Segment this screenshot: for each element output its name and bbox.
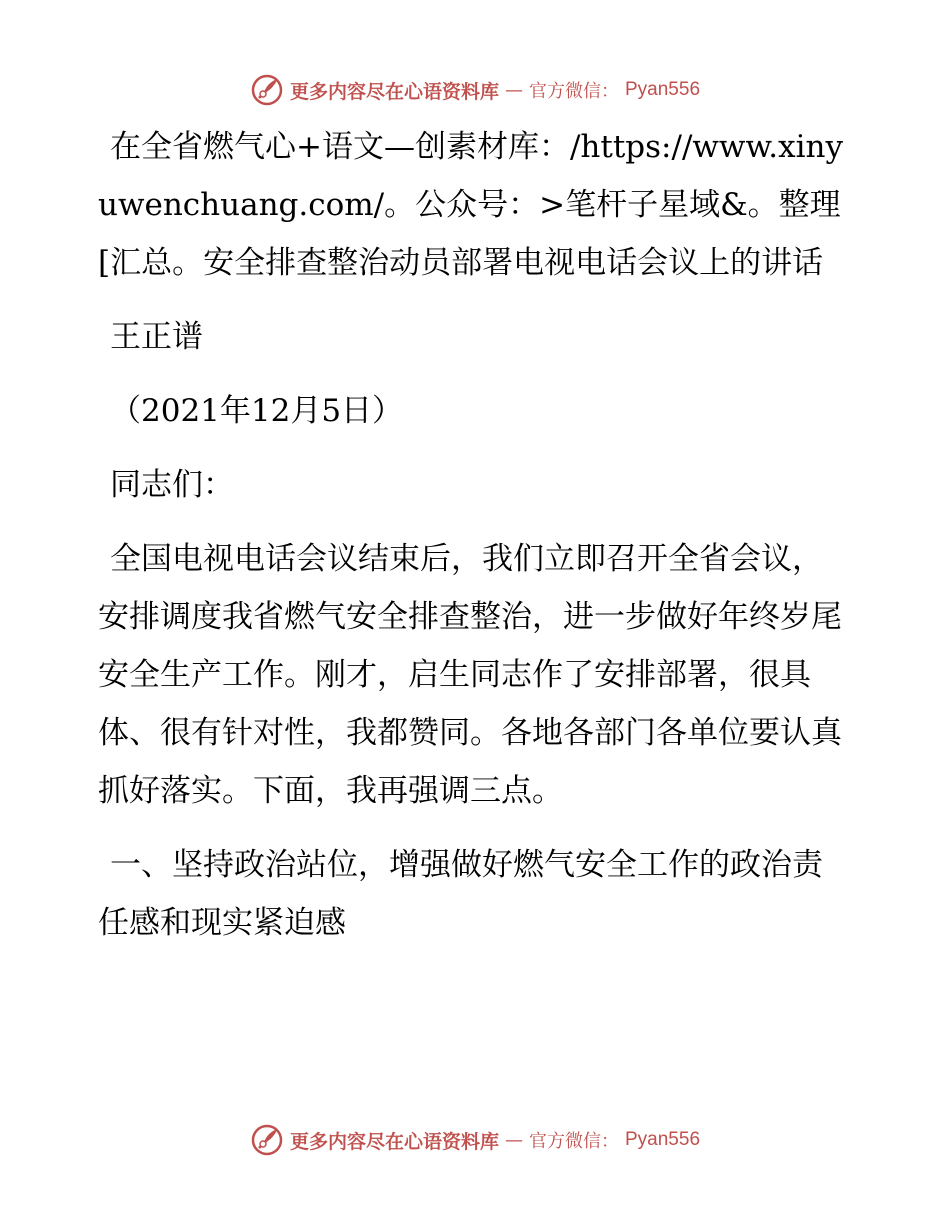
- feather-logo-icon: [250, 73, 284, 107]
- bottom-watermark-banner: [0, 1120, 950, 1160]
- watermark-wechat-id: Pyan556: [625, 79, 701, 100]
- document-author: 王正谱: [110, 319, 203, 355]
- watermark-main-text: 更多内容尽在心语资料库: [289, 1130, 499, 1153]
- watermark-dash: —: [505, 79, 523, 101]
- watermark-dash: —: [505, 1129, 523, 1151]
- document-heading-1: 一、坚持政治站位，增强做好燃气安全工作的政治责任感和现实紧迫感: [98, 847, 823, 941]
- watermark-label: 官方微信：: [529, 81, 619, 102]
- document-intro: 在全省燃气心+语文—创素材库：/https://www.xinyuwenchuang.com/。公众号：>笔杆子星域&。整理[汇总。安全排查整治动员部署电视电话会议上的讲话: [98, 129, 844, 281]
- watermark-label: 官方微信：: [529, 1131, 619, 1152]
- document-body: [98, 118, 853, 952]
- document-date: （2021年12月5日）: [110, 393, 404, 429]
- top-watermark-banner: [0, 70, 950, 110]
- watermark-wechat-id: Pyan556: [625, 1129, 701, 1150]
- document-salutation: 同志们：: [110, 467, 234, 503]
- document-paragraph-1: 全国电视电话会议结束后，我们立即召开全省会议，安排调度我省燃气安全排查整治，进一步做好年终岁尾安全生产工作。刚才，启生同志作了安排部署，很具体、很有针对性，我都赞同。各地各部门各单位要认真抓好落实。下面，我再强调三点。: [98, 541, 842, 809]
- watermark-main-text: 更多内容尽在心语资料库: [289, 80, 499, 103]
- feather-logo-icon: [250, 1123, 284, 1157]
